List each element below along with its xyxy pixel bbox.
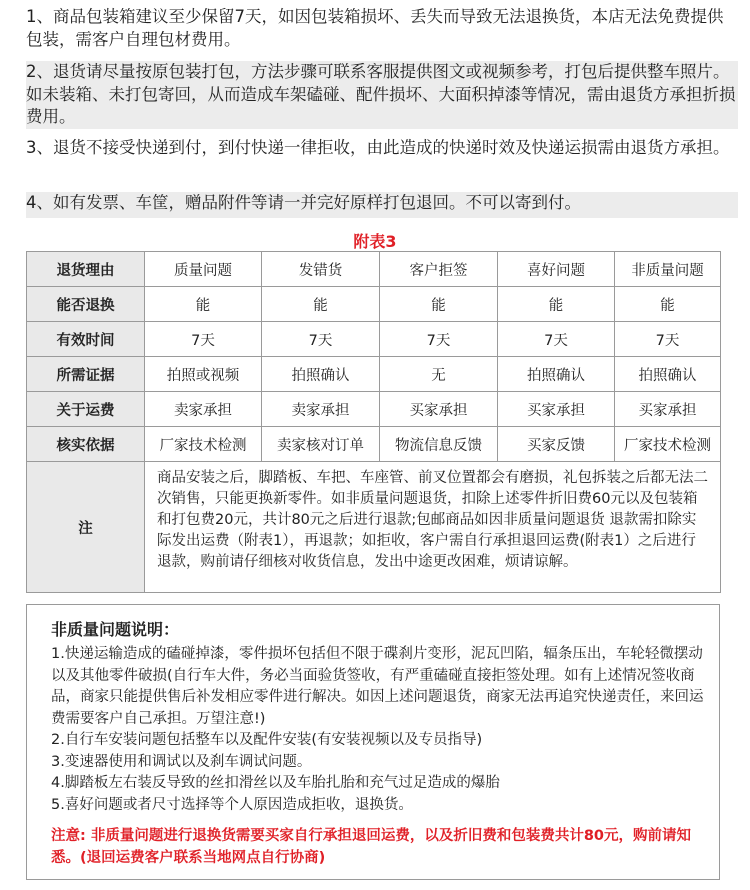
table-cell: 能 (615, 287, 721, 322)
column-header: 退货理由 (27, 252, 145, 287)
note-text: 商品安装之后，脚踏板、车把、车座管、前叉位置都会有磨损，礼包拆装之后都无法二次销售，只能更换新零件。如非质量问题退货，扣除上述零件折旧费60元以及包装箱和打包费20元，共计80元之后进行退款;包邮商品如因非质量问题退货 退款需扣除实际发出运费（附表1），再退款；如拒收，客户需自行承担退回运费(附表1）之后进行退款，购前请仔细核对收货信息，发出中途更改困难，烦请谅解。 (145, 462, 721, 593)
appendix-title: 附表3 (353, 232, 397, 251)
table-cell: 卖家核对订单 (262, 427, 380, 462)
table-cell: 7天 (262, 322, 380, 357)
return-policy-table (26, 251, 721, 593)
row-label: 核实依据 (27, 427, 145, 462)
note-label: 注 (27, 462, 145, 593)
table-cell: 拍照确认 (498, 357, 615, 392)
table-cell: 无 (380, 357, 498, 392)
list-item: 5.喜好问题或者尺寸选择等个人原因造成拒收，退换货。 (51, 796, 413, 813)
column-header: 客户拒签 (380, 252, 498, 287)
table-cell: 卖家承担 (145, 392, 262, 427)
table-cell: 买家承担 (380, 392, 498, 427)
non-quality-title: 非质量问题说明： (51, 620, 180, 639)
table-cell: 厂家技术检测 (615, 427, 721, 462)
table-row (27, 427, 721, 462)
table-cell: 能 (262, 287, 380, 322)
table-cell: 拍照确认 (615, 357, 721, 392)
table-note-row (27, 462, 721, 593)
list-item: 3.变速器使用和调试以及刹车调试问题。 (51, 753, 312, 770)
list-item: 4.脚踏板左右装反导致的丝扣滑丝以及车胎扎胎和充气过足造成的爆胎 (51, 775, 500, 791)
note-3: 3、退货不接受快递到付，到付快递一律拒收，由此造成的快递时效及快递运损需由退货方承担。 (26, 138, 730, 157)
table-row (27, 392, 721, 427)
column-header: 喜好问题 (498, 252, 615, 287)
table-cell: 能 (145, 287, 262, 322)
note-2: 2、退货请尽量按原包装打包，方法步骤可联系客服提供图文或视频参考，打包后提供整车照片。如未装箱、未打包寄回，从而造成车架磕碰、配件损坏、大面积掉漆等情况，需由退货方承担折损费用。 (26, 61, 738, 129)
table-row (27, 357, 721, 392)
non-quality-list (51, 644, 711, 816)
table-cell: 厂家技术检测 (145, 427, 262, 462)
table-cell: 能 (498, 287, 615, 322)
table-cell: 买家承担 (615, 392, 721, 427)
row-label: 关于运费 (27, 392, 145, 427)
table-cell: 7天 (380, 322, 498, 357)
non-quality-warning: 注意: 非质量问题进行退换货需要买家自行承担退回运费，以及折旧费和包装费共计80元，购前请知悉。(退回运费客户联系当地网点自行协商) (51, 828, 692, 866)
table-cell: 7天 (498, 322, 615, 357)
table-cell: 买家反馈 (498, 427, 615, 462)
table-cell: 卖家承担 (262, 392, 380, 427)
table-row (27, 322, 721, 357)
table-cell: 7天 (615, 322, 721, 357)
table-cell: 能 (380, 287, 498, 322)
table-cell: 拍照或视频 (145, 357, 262, 392)
list-item: 2.自行车安装问题包括整车以及配件安装(有安装视频以及专员指导) (51, 732, 483, 748)
table-cell: 物流信息反馈 (380, 427, 498, 462)
column-header: 非质量问题 (615, 252, 721, 287)
column-header: 质量问题 (145, 252, 262, 287)
table-row (27, 287, 721, 322)
row-label: 所需证据 (27, 357, 145, 392)
list-item: 1.快递运输造成的磕碰掉漆，零件损坏包括但不限于碟刹片变形，泥瓦凹陷，辐条压出，车轮轻微摆动以及其他零件破损(自行车大件，务必当面验货签收，有严重磕碰直接拒签处理。如有上述情况签收商品，商家只能提供售后补发相应零件进行解决。如因上述问题退货，商家无法再追究快递责任，来回运费需要客户自己承担。万望注意!) (51, 646, 704, 727)
row-label: 有效时间 (27, 322, 145, 357)
row-label: 能否退换 (27, 287, 145, 322)
table-header-row (27, 252, 721, 287)
table-cell: 买家承担 (498, 392, 615, 427)
column-header: 发错货 (262, 252, 380, 287)
non-quality-section (26, 604, 720, 880)
note-4: 4、如有发票、车筐，赠品附件等请一并完好原样打包退回。不可以寄到付。 (26, 192, 738, 218)
note-1: 1、商品包装箱建议至少保留7天，如因包装箱损坏、丢失而导致无法退换货，本店无法免费提供包装，需客户自理包材费用。 (26, 7, 724, 49)
table-cell: 7天 (145, 322, 262, 357)
table-cell: 拍照确认 (262, 357, 380, 392)
